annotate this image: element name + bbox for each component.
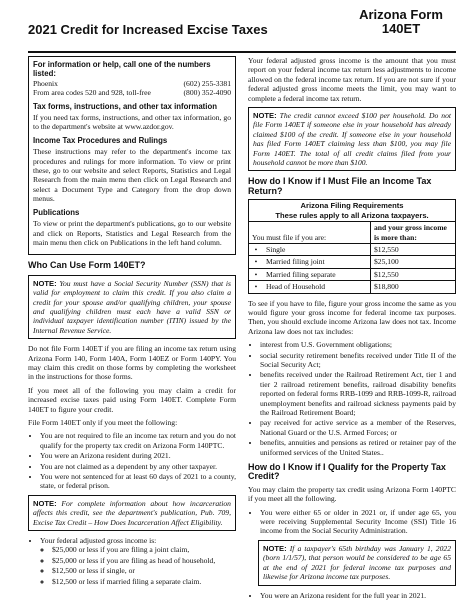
income-intro: Your federal adjusted gross income is: [40, 536, 157, 546]
info-box [28, 56, 236, 255]
amount-cell: $25,100 [371, 256, 456, 268]
phone-label: From area codes 520 and 928, toll-free [33, 88, 151, 98]
phone-row [33, 88, 231, 97]
bullet: • [249, 243, 264, 255]
paragraph: Do not file Form 140ET if you are filing an income tax return using Arizona Form 140, Form 140A, Form 140EZ or Form 140PY. You may claim this credit on those forms by completing the worksheet in the instructions for those forms. [28, 344, 236, 382]
header-rule [28, 51, 456, 53]
list-item [40, 536, 236, 586]
table-title [249, 200, 456, 222]
bullet: • [249, 281, 264, 293]
table-subtitle: These rules apply to all Arizona taxpayers. [275, 210, 429, 220]
bullet: • [249, 256, 264, 268]
list-item: • You were an Arizona resident for the full year in 2021. [260, 591, 456, 600]
property-condition-list-2 [248, 591, 456, 600]
form-code: 140ET [381, 21, 421, 36]
paragraph: You may claim the property tax credit using Arizona Form 140PTC if you meet all the following. [248, 484, 456, 504]
info-section-heading: Tax forms, instructions, and other tax information [33, 101, 217, 111]
phone-number: (602) 255-3381 [183, 78, 231, 88]
birthday-note [258, 540, 456, 586]
list-item: • social security retirement benefits received under Title II of the Social Security Act; [260, 351, 456, 370]
status-cell: Married filing separate [263, 268, 371, 280]
column-header: You must file if you are: [249, 222, 371, 244]
paragraph: To see if you have to file, figure your gross income the same as you would figure your gross income for federal income tax purposes. Then, you should exclude income Arizona law does not tax. Income Arizona law does not tax includes: [248, 298, 456, 336]
phone-list [33, 79, 231, 98]
note-label: NOTE: [253, 111, 277, 121]
list-item: ◦ $25,000 or less if you are filing a joint claim, [52, 545, 236, 554]
paragraph: Your federal adjusted gross income is the amount that you must report on your federal income tax return less adjustments to income allowed on the federal income tax return. If you are not sure if your federal adjusted gross income meets the limit, you may want to complete a federal income tax return. [248, 56, 456, 103]
amount-cell: $18,800 [371, 281, 456, 293]
paragraph: File Form 140ET only if you meet the following: [28, 418, 178, 427]
must-file-heading: How do I Know if I Must File an Income Tax Return? [248, 176, 432, 196]
property-condition-list [248, 508, 456, 536]
info-section-text: These instructions may refer to the department's income tax procedures and rulings for more information. To view or print these, go to our website and select Reports, Statistics and Legal Research from the main menu then click on Legal Research and select a Document Type and Category from the drop down menus. [33, 147, 231, 204]
list-item: • You are not required to file an income tax return and you do not qualify for the property tax credit on Arizona Form 140PTC. [40, 431, 236, 450]
left-column [28, 56, 236, 590]
note-label: NOTE: [33, 278, 57, 288]
right-column [248, 56, 456, 604]
list-item: ◦ $12,500 or less if single, or [52, 566, 236, 575]
status-cell: Married filing joint [263, 256, 371, 268]
amount-cell: $12,550 [371, 268, 456, 280]
form-name: Arizona Form [359, 7, 443, 22]
table-title-text: Arizona Filing Requirements [300, 201, 404, 211]
table-row [249, 281, 456, 293]
phone-number: (800) 352-4090 [183, 88, 231, 98]
info-heading: For information or help, call one of the numbers listed: [33, 60, 211, 79]
list-item: ◦ $12,500 or less if married filing a separate claim. [52, 577, 236, 586]
form-title [346, 8, 456, 36]
list-item: ◦ $25,000 or less if you are filing as head of household, [52, 556, 236, 565]
table-row [249, 256, 456, 268]
list-item: • You were not sentenced for at least 60 days of 2021 to a county, state, or federal prison. [40, 472, 236, 491]
amount-cell: $12,550 [371, 243, 456, 255]
list-item: • benefits, annuities and pensions as retired or retainer pay of the uniformed services of the United States.. [260, 438, 456, 457]
income-list [28, 536, 236, 586]
info-section-heading: Publications [33, 207, 80, 217]
table-header-row [249, 222, 456, 244]
page-header [28, 8, 456, 50]
note-text: For complete information about how incarceration affects this credit, see the department's publication, Pub. 709, Excise Tax Credit – How Does Incarceration Affect Eligibility. [33, 498, 231, 527]
credit-title: 2021 Credit for Increased Excise Taxes [28, 22, 268, 37]
note-text: You must have a Social Security Number (SSN) that is valid for employment to claim this credit. If you also claim a credit for your spouse and/or qualifying children, your spouse and qualifying children must each have a valid SSN or individual taxpayer identification number (ITIN) issued by the Internal Revenue Service. [33, 278, 232, 335]
filing-requirements-table [248, 199, 456, 293]
note-label: NOTE: [33, 498, 57, 508]
paragraph: If you meet all of the following you may claim a credit for increased excise taxes paid using Form 140ET. Complete Form 140ET to figure your credit. [28, 385, 236, 414]
ssn-note [28, 275, 236, 339]
note-label: NOTE: [263, 543, 287, 553]
list-item: • You were an Arizona resident during 2021. [40, 451, 236, 460]
incarceration-note [28, 495, 236, 531]
who-can-use-heading: Who Can Use Form 140ET? [28, 260, 146, 271]
list-item: • pay received for active service as a member of the Reserves, National Guard or the U.S. Armed Forces; or [260, 418, 456, 437]
list-item: • interest from U.S. Government obligations; [260, 340, 456, 349]
table-row [249, 243, 456, 255]
list-item: • benefits received under the Railroad Retirement Act, tier 1 and tier 2 railroad retirement benefits, railroad disability benefits reported on federal forms RRB-1099 and RRB-1099-R, railroad unemployment benefits and railroad sickness payments paid by the Railroad Retirement Board; [260, 370, 456, 417]
phone-label: Phoenix [33, 78, 58, 88]
note-text: The credit cannot exceed $100 per household. Do not file Form 140ET if someone else in your household has already claimed $100 of the credit. If someone else in your household has filed Form 140ET claiming less than $100, you may file Form 140ET. The total of all credit claims filed from your household cannot be more than $100. [253, 111, 451, 168]
list-item: • You were either 65 or older in 2021 or, if under age 65, you were receiving Supplemental Security Income (SSI) Title 16 income from the Social Security Administration. [260, 508, 456, 536]
info-section-text: If you need tax forms, instructions, and other tax information, go to the department's website at www.azdor.gov. [33, 113, 231, 132]
list-item: • You are not claimed as a dependent by any other taxpayer. [40, 462, 236, 471]
status-cell: Head of Household [263, 281, 371, 293]
note-text: If a taxpayer's 65th birthday was January 1, 2022 (born 1/1/57), that person would be considered to be age 65 at the end of 2021 for federal income tax purposes and likewise for Arizona income tax purposes. [263, 543, 451, 582]
table-row [249, 268, 456, 280]
condition-list [28, 431, 236, 490]
property-tax-heading: How do I Know if I Qualify for the Property Tax Credit? [248, 462, 446, 482]
excluded-income-list [248, 340, 456, 457]
phone-row [33, 79, 231, 88]
info-section-text: To view or print the department's publications, go to our website and click on Reports, Statistics and Legal Research from the main menu then click on Publications in the left hand column. [33, 219, 231, 247]
info-section-heading: Income Tax Procedures and Rulings [33, 135, 168, 145]
bullet: • [249, 268, 264, 280]
income-sublist [40, 545, 236, 586]
column-header: and your gross income is more than: [371, 222, 456, 244]
status-cell: Single [263, 243, 371, 255]
household-note [248, 107, 456, 171]
